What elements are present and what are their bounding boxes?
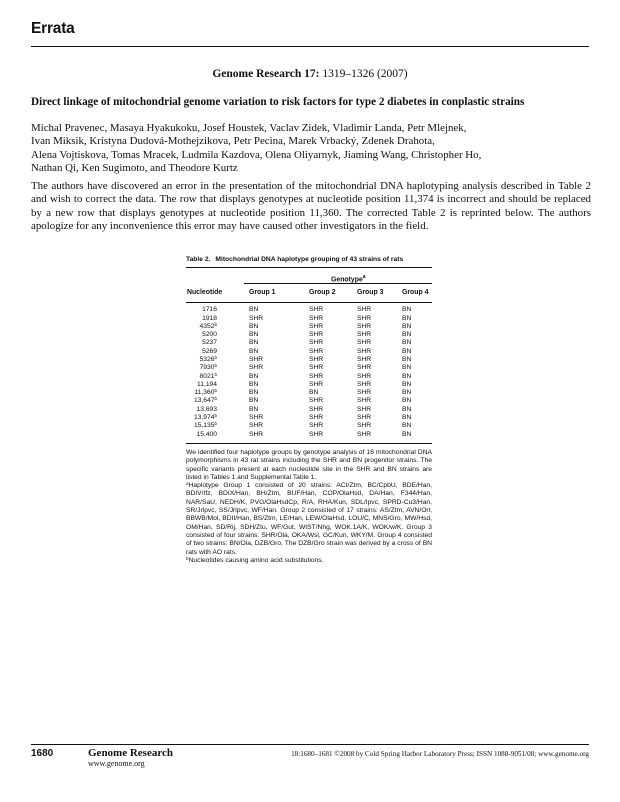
genotype-label: Genotype (331, 276, 363, 284)
footer-info: 18:1680–1681 ©2008 by Cold Spring Harbor Laboratory Press; ISSN 1088-9051/08; www.genome.org (291, 750, 589, 758)
nucleotide-value: 13,974 (193, 414, 215, 422)
nucleotide-value: 13,647 (193, 397, 215, 405)
footer-rule (31, 744, 589, 745)
table-row (186, 331, 432, 339)
nucleotide-value: 4352 (199, 322, 215, 330)
cell-g1: SHR (249, 414, 264, 422)
cell-g2: SHR (309, 422, 324, 430)
cell-g2: SHR (309, 306, 324, 314)
cell-g4: BN (402, 314, 412, 322)
footnote-main: We identified four haplotype groups by genotype analysis of 16 mitochondrial DNA polymorphisms in 43 rat strains including the SHR and BN progenitor strains. The specific variants present at each nucleotide site in the SHR and BN strains are listed in Tables 1 and Supplemental Table 1. (186, 448, 432, 481)
cell-g4: BN (402, 430, 412, 438)
cell-g3: SHR (357, 331, 372, 339)
cell-g2: SHR (309, 347, 324, 355)
cell-g1: SHR (249, 364, 264, 372)
table-rule (186, 443, 432, 444)
footnote-b-text: Nucleotides causing amino acid substitutions. (188, 556, 324, 564)
cell-g3: SHR (357, 322, 372, 330)
table-row (186, 414, 432, 422)
cell-g2: SHR (309, 414, 324, 422)
cell-g4: BN (402, 372, 412, 380)
footnote-a-text: Haplotype Group 1 consisted of 20 strains: ACI/Ztm, BC/CpbU, BDE/Han, BDIV/Ifz, BDIX/Han, BH/Ztm, BUF/Han, COP/OlaHsd, DA/Han, F344/Han, NAR/SaU, NEDH/K, PVG/OlaHsdCp, R/A, RHA/Kun, SDL/Ipvc, SPRD-Cu3/Han, SR/Jrlpvc, SS/Jrlpvc, WF/Han. Group 2 consisted of 17 strains: AS/Ztm, AVN/Orl, BBWB/Mol, BDII/Han, BS/Ztm, LE/Han, LEW/OlaHsd, LOU/C, MNS/Gro, MW/Hsd, OM/Han, SD/Rij, SDH/Ztu, WF/Gut, WIST/Nhg, WOK.1A/K, WOK/w/K. Group 3 consisted of four strains: SHR/Ola, OKA/Wsl, GC/Kun, WKY/M. Group 4 consisted of two strains: BN/Ola, DZB/Gro. The DZB/Gro strain was derived by a cross of BN rats with AO rats. (186, 482, 432, 556)
cell-g4: BN (402, 380, 412, 388)
column-header-nucleotide: Nucleotide (187, 289, 223, 297)
cell-g1: BN (249, 339, 259, 347)
cell-g3: SHR (357, 405, 372, 413)
footnote-mark: b (214, 363, 217, 369)
column-header-group-1: Group 1 (249, 289, 276, 297)
cell-nucleotide (187, 331, 217, 339)
nucleotide-value: 11,360 (194, 389, 215, 397)
cell-g3: SHR (357, 372, 372, 380)
footnote-a (186, 482, 432, 557)
cell-nucleotide (187, 315, 217, 323)
footnote-mark: b (214, 388, 217, 394)
footnote-mark: b (186, 555, 189, 561)
cell-g4: BN (402, 422, 412, 430)
author-list (31, 122, 591, 176)
cell-g4: BN (402, 322, 412, 330)
article-title: Direct linkage of mitochondrial genome variation to risk factors for type 2 diabetes in conplastic strains (31, 96, 525, 108)
cell-g2: SHR (309, 355, 324, 363)
cell-nucleotide (187, 306, 217, 314)
nucleotide-value: 5269 (202, 347, 217, 355)
erratum-body: The authors have discovered an error in the presentation of the mitochondrial DNA haplotyping analysis described in Table 2 and wish to correct the data. The row that displays genotypes at nucleotide position 11,374 is incorrect and should be replaced by a new row that displays genotypes at nucleotide position 11,360. The corrected Table 2 is reprinted below. The authors apologize for any inconvenience this error may have caused other investigators in the field. (31, 180, 591, 233)
nucleotide-value: 1918 (202, 314, 217, 322)
cell-g4: BN (402, 331, 412, 339)
cell-g2: SHR (309, 380, 324, 388)
footnote-mark: b (214, 371, 217, 377)
table-row (186, 339, 432, 347)
table-label: Table 2. (186, 256, 211, 263)
cell-g2: SHR (309, 314, 324, 322)
cell-g2: SHR (309, 372, 324, 380)
section-heading: Errata (31, 20, 75, 37)
cell-g1: BN (249, 306, 259, 314)
cell-g1: BN (249, 405, 259, 413)
author-line: Alena Vojtiskova, Tomas Mracek, Ludmila Kazdova, Olena Oliyarnyk, Jiaming Wang, Christopher Ho, (31, 148, 482, 161)
cell-g3: SHR (357, 355, 372, 363)
nucleotide-value: 5200 (202, 331, 217, 339)
cell-nucleotide (187, 431, 217, 439)
footnote-mark: b (214, 413, 217, 419)
cell-g2: SHR (309, 397, 324, 405)
cell-g2: SHR (309, 364, 324, 372)
table-2 (186, 256, 432, 565)
table-row (186, 373, 432, 381)
column-header-group-3: Group 3 (357, 289, 384, 297)
footnote-mark: a (186, 481, 189, 487)
table-row (186, 306, 432, 314)
author-line: Ivan Miksik, Kristyna Dudová-Mothejzikova, Petr Pecina, Marek Vrbacký, Zdenek Drahota, (31, 135, 435, 148)
cell-g4: BN (402, 389, 412, 397)
cell-g4: BN (402, 306, 412, 314)
cell-g3: SHR (357, 380, 372, 388)
column-header-group-2: Group 2 (309, 289, 336, 297)
cell-g1: SHR (249, 314, 264, 322)
cell-g4: BN (402, 397, 412, 405)
cell-g3: SHR (357, 347, 372, 355)
citation-journal: Genome Research 17: (212, 68, 320, 80)
nucleotide-value: 7930 (199, 364, 215, 372)
table-caption-text: Mitochondrial DNA haplotype grouping of 43 strains of rats (215, 256, 404, 263)
cell-g3: SHR (357, 422, 372, 430)
cell-g3: SHR (357, 314, 372, 322)
footnote-mark: b (214, 321, 217, 327)
cell-g2: SHR (309, 405, 324, 413)
nucleotide-value: 8021 (199, 372, 215, 380)
nucleotide-value: 15,135 (193, 422, 215, 430)
column-headers (186, 285, 432, 302)
footnote-b (186, 557, 432, 565)
footer-journal: Genome Research (88, 747, 174, 759)
cell-g2: SHR (309, 331, 324, 339)
cell-g3: SHR (357, 430, 372, 438)
nucleotide-value: 5326 (199, 355, 215, 363)
cell-nucleotide (187, 323, 217, 331)
page-number: 1680 (31, 748, 54, 759)
cell-g1: SHR (249, 355, 264, 363)
table-row (186, 431, 432, 439)
table-row (186, 397, 432, 405)
cell-g3: SHR (357, 414, 372, 422)
cell-g4: BN (402, 414, 412, 422)
top-rule (31, 46, 589, 47)
cell-g3: SHR (357, 364, 372, 372)
cell-g4: BN (402, 355, 412, 363)
cell-g4: BN (402, 339, 412, 347)
cell-g1: BN (249, 397, 259, 405)
cell-g2: SHR (309, 339, 324, 347)
cell-g1: BN (249, 380, 259, 388)
table-row (186, 348, 432, 356)
cell-nucleotide (187, 397, 217, 405)
table-footnotes (186, 449, 432, 565)
footnote-mark: b (214, 421, 217, 427)
cell-g2: SHR (309, 430, 324, 438)
table-row (186, 364, 432, 372)
cell-g4: BN (402, 347, 412, 355)
cell-nucleotide (187, 364, 217, 372)
table-body (186, 303, 432, 443)
genotype-underline (244, 283, 432, 284)
footer-site[interactable]: www.genome.org (88, 759, 145, 768)
table-row (186, 406, 432, 414)
cell-g1: SHR (249, 422, 264, 430)
cell-g2: BN (309, 389, 319, 397)
table-row (186, 323, 432, 331)
footnote-mark: a (362, 274, 366, 281)
cell-nucleotide (187, 339, 217, 347)
citation (0, 68, 620, 80)
cell-g4: BN (402, 405, 412, 413)
cell-g1: BN (249, 322, 259, 330)
table-caption (186, 256, 432, 264)
genotype-header (186, 268, 432, 285)
table-row (186, 381, 432, 389)
cell-g1: BN (249, 347, 259, 355)
nucleotide-value: 11,194 (197, 380, 217, 388)
cell-g3: SHR (357, 397, 372, 405)
cell-nucleotide (187, 373, 217, 381)
cell-g2: SHR (309, 322, 324, 330)
footnote-mark: b (214, 396, 217, 402)
table-row (186, 315, 432, 323)
table-row (186, 422, 432, 430)
table-row (186, 356, 432, 364)
nucleotide-value: 1716 (202, 306, 217, 314)
cell-g1: BN (249, 331, 259, 339)
nucleotide-value: 13,693 (196, 405, 217, 413)
footnote-mark: b (214, 354, 217, 360)
cell-g3: SHR (357, 389, 372, 397)
column-header-group-4: Group 4 (402, 289, 429, 297)
cell-g3: SHR (357, 306, 372, 314)
cell-nucleotide (187, 381, 217, 389)
cell-g4: BN (402, 364, 412, 372)
cell-nucleotide (187, 348, 217, 356)
nucleotide-value: 15,400 (196, 430, 217, 438)
author-line: Nathan Qi, Ken Sugimoto, and Theodore Kurtz (31, 162, 238, 175)
author-line: Michal Pravenec, Masaya Hyakukoku, Josef Houstek, Vaclav Zidek, Vladimir Landa, Petr Mlejnek, (31, 122, 467, 134)
citation-pages: 1319–1326 (2007) (322, 68, 408, 80)
cell-g1: BN (249, 372, 259, 380)
cell-g3: SHR (357, 339, 372, 347)
nucleotide-value: 5237 (202, 339, 217, 347)
cell-nucleotide (187, 406, 217, 414)
cell-g1: BN (249, 389, 259, 397)
cell-g1: SHR (249, 430, 264, 438)
table-row (186, 389, 432, 397)
cell-nucleotide (187, 422, 217, 430)
